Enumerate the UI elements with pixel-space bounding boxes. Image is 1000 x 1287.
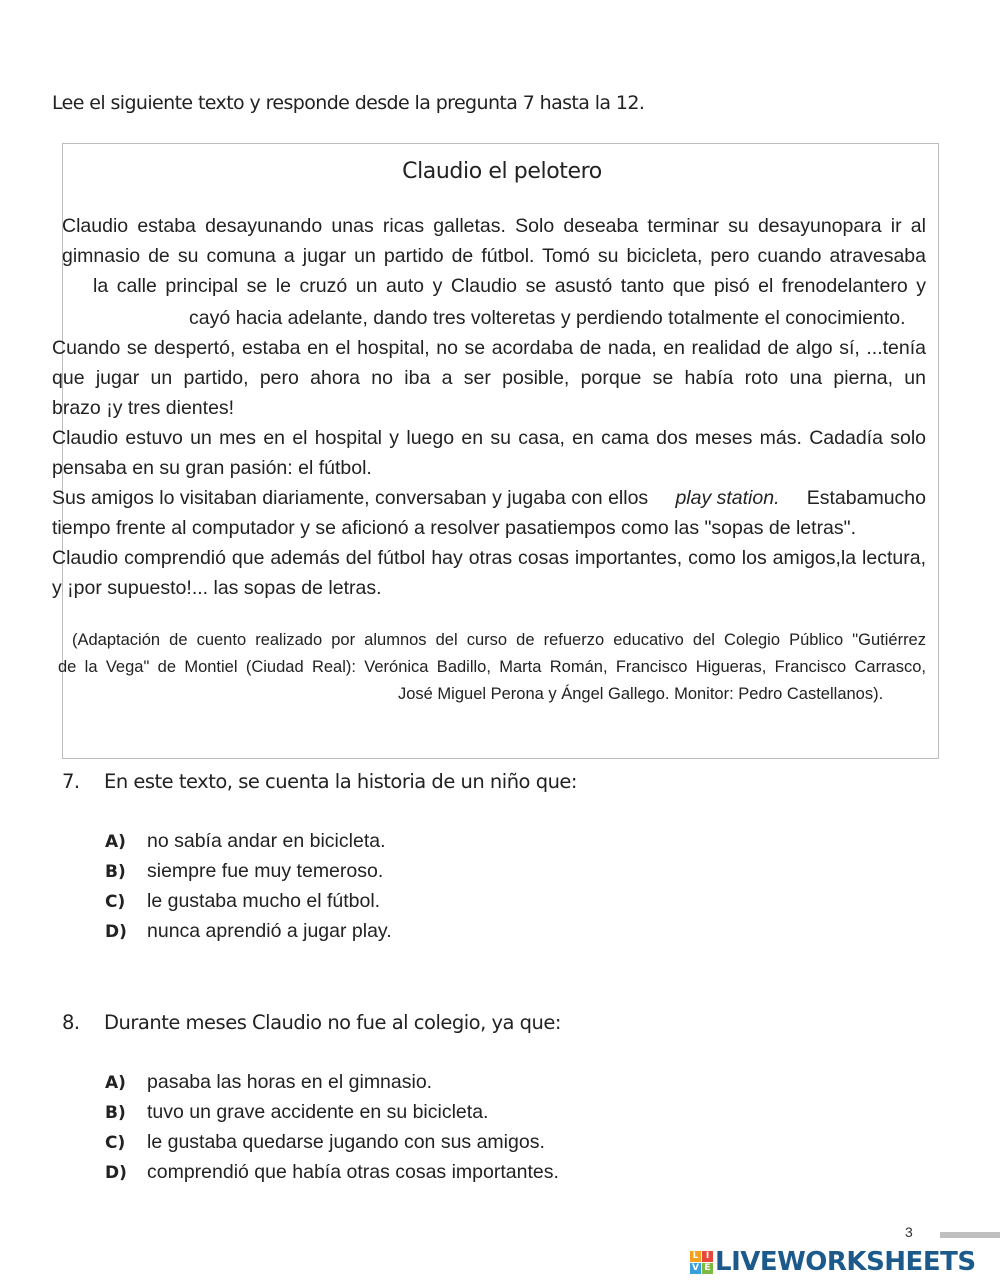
option-text: tuvo un grave accidente en su bicicleta. (147, 1101, 489, 1123)
option-7a[interactable] (105, 830, 386, 853)
logo-mark-tile: I (702, 1251, 713, 1262)
option-letter: A) (105, 832, 126, 852)
story-line: que jugar un partido, pero ahora no iba a ser posible, porque se había roto una pierna, un (52, 367, 926, 389)
story-line: Claudio estuvo un mes en el hospital y luego en su casa, en cama dos meses más. Cadadía solo (52, 427, 926, 449)
option-7d[interactable] (105, 920, 392, 943)
option-8a[interactable] (105, 1071, 432, 1094)
story-line: brazo ¡y tres dientes! (52, 397, 235, 419)
story-line: tiempo frente al computador y se aficionó a resolver pasatiempos como las "sopas de letras". (52, 517, 856, 539)
page-bar (940, 1232, 1000, 1238)
option-7b[interactable] (105, 860, 383, 883)
option-text: no sabía andar en bicicleta. (147, 830, 386, 852)
logo-mark-tile: E (702, 1263, 713, 1274)
story-line-italic: play station. (675, 487, 780, 509)
page-number: 3 (905, 1224, 913, 1240)
option-letter: B) (105, 1103, 126, 1123)
liveworksheets-logo[interactable] (690, 1245, 976, 1279)
option-text: siempre fue muy temeroso. (147, 860, 384, 882)
option-letter: D) (105, 1163, 127, 1183)
instruction-text: Lee el siguiente texto y responde desde la pregunta 7 hasta la 12. (52, 92, 645, 114)
story-line (52, 486, 926, 510)
option-text: le gustaba quedarse jugando con sus amigos. (147, 1131, 545, 1153)
story-line: gimnasio de su comuna a jugar un partido de fútbol. Tomó su bicicleta, pero cuando atravesaba (62, 245, 926, 267)
credit-line: de la Vega" de Montiel (Ciudad Real): Verónica Badillo, Marta Román, Francisco Higueras, Francisco Carrasco, (58, 658, 926, 676)
question-number: 7. (62, 770, 80, 793)
option-8b[interactable] (105, 1101, 488, 1124)
question-8 (62, 1011, 561, 1034)
option-7c[interactable] (105, 890, 380, 913)
logo-text: LIVEWORKSHEETS (715, 1247, 976, 1277)
story-line-part: Estabamucho (806, 487, 926, 509)
story-line-part: Sus amigos lo visitaban diariamente, conversaban y jugaba con ellos (52, 487, 649, 509)
option-letter: C) (105, 1133, 126, 1153)
logo-mark-tile: V (690, 1263, 701, 1274)
logo-mark-tile: L (690, 1251, 701, 1262)
story-line: pensaba en su gran pasión: el fútbol. (52, 457, 372, 479)
logo-mark-icon (690, 1251, 713, 1274)
story-line: Claudio estaba desayunando unas ricas galletas. Solo deseaba terminar su desayunopara ir al (62, 215, 926, 237)
option-text: pasaba las horas en el gimnasio. (147, 1071, 433, 1093)
question-text: Durante meses Claudio no fue al colegio, ya que: (104, 1011, 561, 1034)
option-letter: B) (105, 862, 126, 882)
option-8c[interactable] (105, 1131, 545, 1154)
option-letter: A) (105, 1073, 126, 1093)
option-text: le gustaba mucho el fútbol. (147, 890, 381, 912)
option-letter: D) (105, 922, 127, 942)
question-number: 8. (62, 1011, 80, 1034)
story-line: cayó hacia adelante, dando tres volteretas y perdiendo totalmente el conocimiento. (189, 307, 906, 329)
story-line: la calle principal se le cruzó un auto y Claudio se asustó tanto que pisó el frenodelantero y (93, 275, 926, 297)
story-line: Claudio comprendió que además del fútbol hay otras cosas importantes, como los amigos,la lectura, (52, 547, 926, 569)
credit-line: José Miguel Perona y Ángel Gallego. Monitor: Pedro Castellanos). (398, 685, 884, 703)
story-line: Cuando se despertó, estaba en el hospital, no se acordaba de nada, en realidad de algo sí, ...tenía (52, 337, 926, 359)
story-line: y ¡por supuesto!... las sopas de letras. (52, 577, 382, 599)
credit-line: (Adaptación de cuento realizado por alumnos del curso de refuerzo educativo del Colegio Público "Gutiérrez (72, 631, 926, 649)
option-text: nunca aprendió a jugar play. (147, 920, 392, 942)
question-7 (62, 770, 577, 793)
option-8d[interactable] (105, 1161, 559, 1184)
option-text: comprendió que había otras cosas importantes. (147, 1161, 559, 1183)
option-letter: C) (105, 892, 126, 912)
story-title: Claudio el pelotero (402, 159, 602, 184)
question-text: En este texto, se cuenta la historia de un niño que: (104, 770, 577, 793)
